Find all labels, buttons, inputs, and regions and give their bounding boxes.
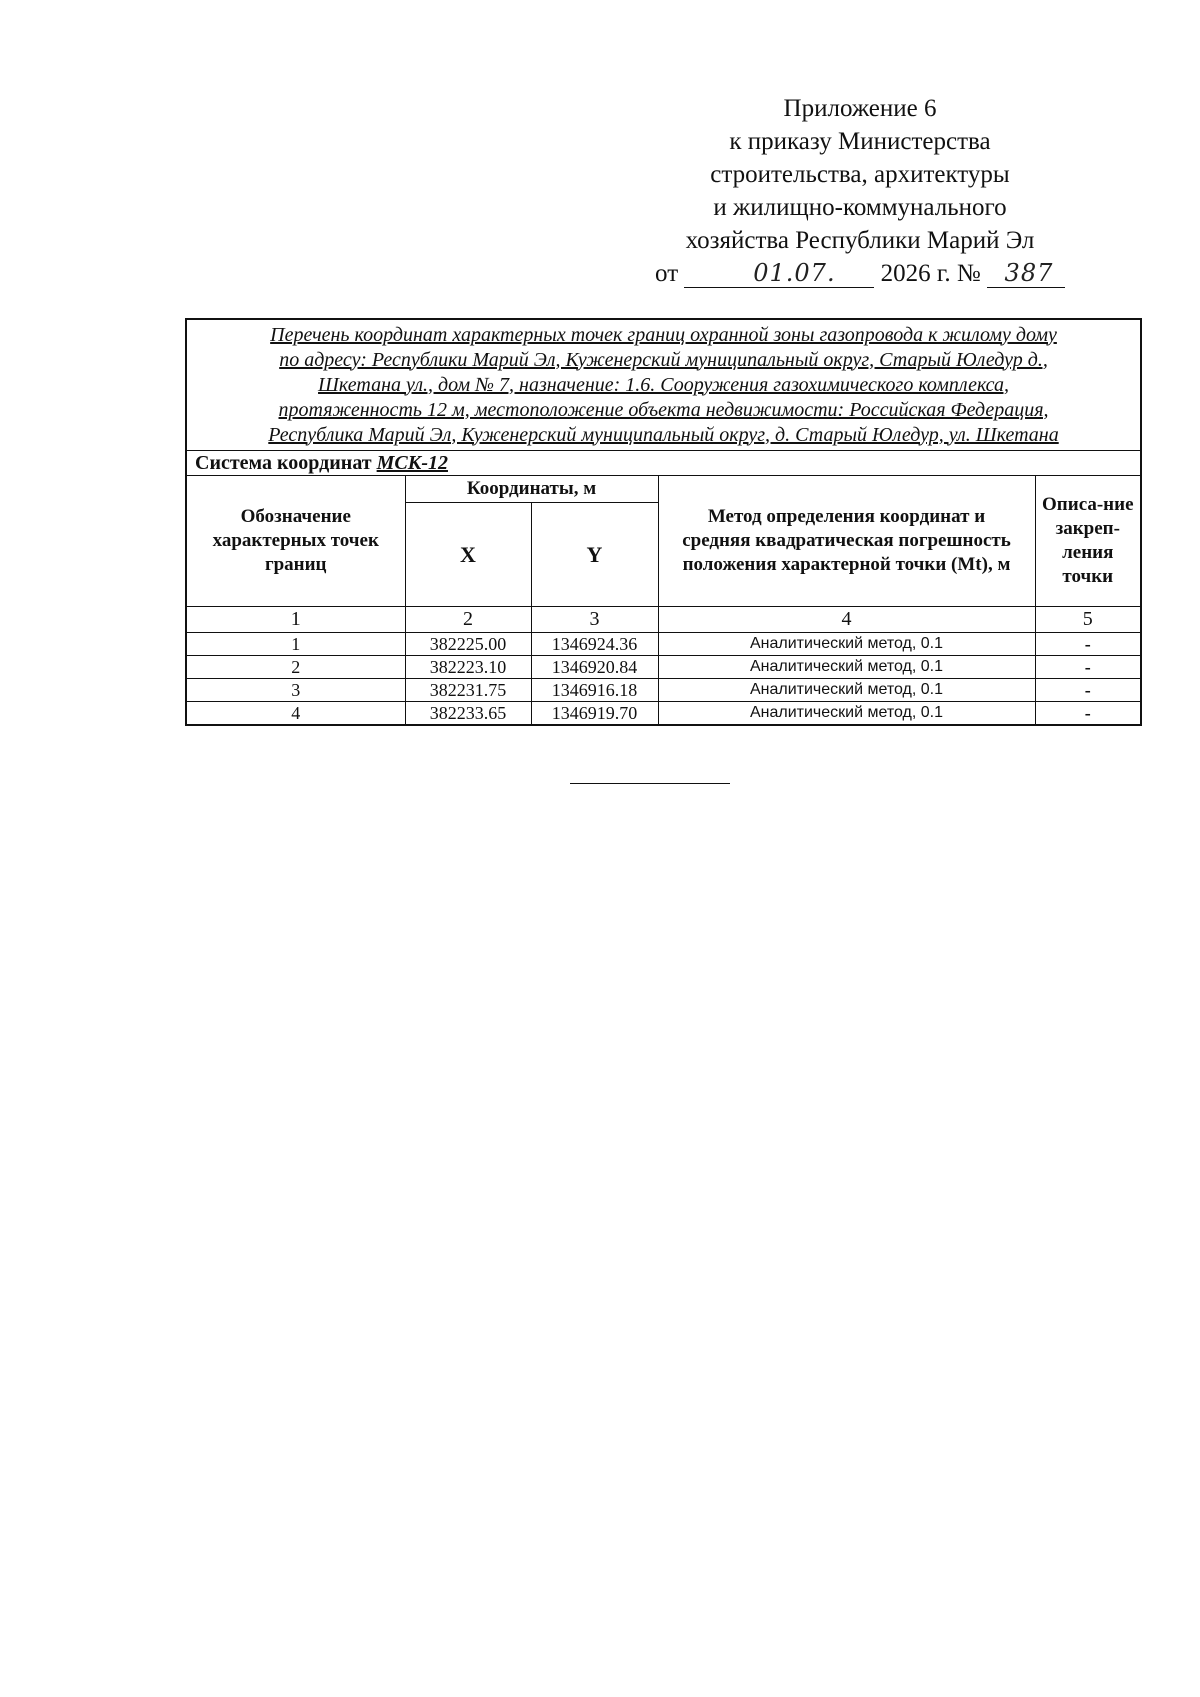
table-row bbox=[186, 702, 1141, 726]
header-point-designation: Обозначение характерных точек границ bbox=[186, 476, 405, 607]
header-line: строительства, архитектуры bbox=[710, 161, 1010, 188]
date-prefix: от bbox=[655, 260, 679, 287]
coordinates-table bbox=[185, 318, 1142, 726]
column-number: 3 bbox=[531, 607, 658, 633]
end-divider bbox=[570, 783, 730, 784]
order-date-line bbox=[600, 257, 1120, 290]
method-value: Аналитический метод, 0.1 bbox=[658, 656, 1035, 679]
description-value: - bbox=[1035, 702, 1141, 726]
header-line: к приказу Министерства bbox=[729, 128, 991, 155]
x-value: 382233.65 bbox=[405, 702, 531, 726]
coordinate-system bbox=[186, 451, 1141, 476]
y-value: 1346919.70 bbox=[531, 702, 658, 726]
handwritten-date: 01.07. bbox=[684, 259, 874, 288]
title-line: протяженность 12 м, местоположение объекта недвижимости: Российская Федерация, bbox=[278, 398, 1049, 421]
column-numbers-row bbox=[186, 607, 1141, 633]
table-row bbox=[186, 633, 1141, 656]
header-description: Описа-ние закреп-ления точки bbox=[1035, 476, 1141, 607]
point-id: 3 bbox=[186, 679, 405, 702]
description-value: - bbox=[1035, 633, 1141, 656]
description-value: - bbox=[1035, 679, 1141, 702]
method-value: Аналитический метод, 0.1 bbox=[658, 633, 1035, 656]
header-y: Y bbox=[531, 503, 658, 607]
y-value: 1346916.18 bbox=[531, 679, 658, 702]
coordinate-system-code: МСК-12 bbox=[376, 451, 448, 474]
method-value: Аналитический метод, 0.1 bbox=[658, 679, 1035, 702]
column-number: 4 bbox=[658, 607, 1035, 633]
point-id: 2 bbox=[186, 656, 405, 679]
title-line: по адресу: Республики Марий Эл, Куженерский муниципальный округ, Старый Юледур д., bbox=[279, 348, 1048, 371]
point-id: 4 bbox=[186, 702, 405, 726]
point-id: 1 bbox=[186, 633, 405, 656]
header-line: Приложение 6 bbox=[783, 95, 937, 122]
y-value: 1346920.84 bbox=[531, 656, 658, 679]
x-value: 382223.10 bbox=[405, 656, 531, 679]
coordinate-system-label: Система координат bbox=[195, 451, 372, 474]
title-line: Перечень координат характерных точек границ охранной зоны газопровода к жилому дому bbox=[270, 323, 1057, 346]
y-value: 1346924.36 bbox=[531, 633, 658, 656]
table-row bbox=[186, 656, 1141, 679]
header-method: Метод определения координат и средняя квадратическая погрешность положения характерной точки (Mt), м bbox=[658, 476, 1035, 607]
column-number: 1 bbox=[186, 607, 405, 633]
title-line: Шкетана ул., дом № 7, назначение: 1.6. Сооружения газохимического комплекса, bbox=[318, 373, 1009, 396]
header-x: X bbox=[405, 503, 531, 607]
x-value: 382225.00 bbox=[405, 633, 531, 656]
table-row bbox=[186, 679, 1141, 702]
title-line: Республика Марий Эл, Куженерский муниципальный округ, д. Старый Юледур, ул. Шкетана bbox=[268, 423, 1059, 446]
column-number: 5 bbox=[1035, 607, 1141, 633]
description-value: - bbox=[1035, 656, 1141, 679]
appendix-header bbox=[600, 92, 1120, 290]
year-text: 2026 г. № bbox=[880, 260, 981, 287]
table-title bbox=[186, 319, 1141, 451]
handwritten-order-number: 387 bbox=[987, 259, 1065, 288]
x-value: 382231.75 bbox=[405, 679, 531, 702]
header-coordinates: Координаты, м bbox=[405, 476, 658, 503]
column-number: 2 bbox=[405, 607, 531, 633]
header-line: хозяйства Республики Марий Эл bbox=[685, 227, 1035, 254]
header-line: и жилищно-коммунального bbox=[713, 194, 1007, 221]
method-value: Аналитический метод, 0.1 bbox=[658, 702, 1035, 726]
